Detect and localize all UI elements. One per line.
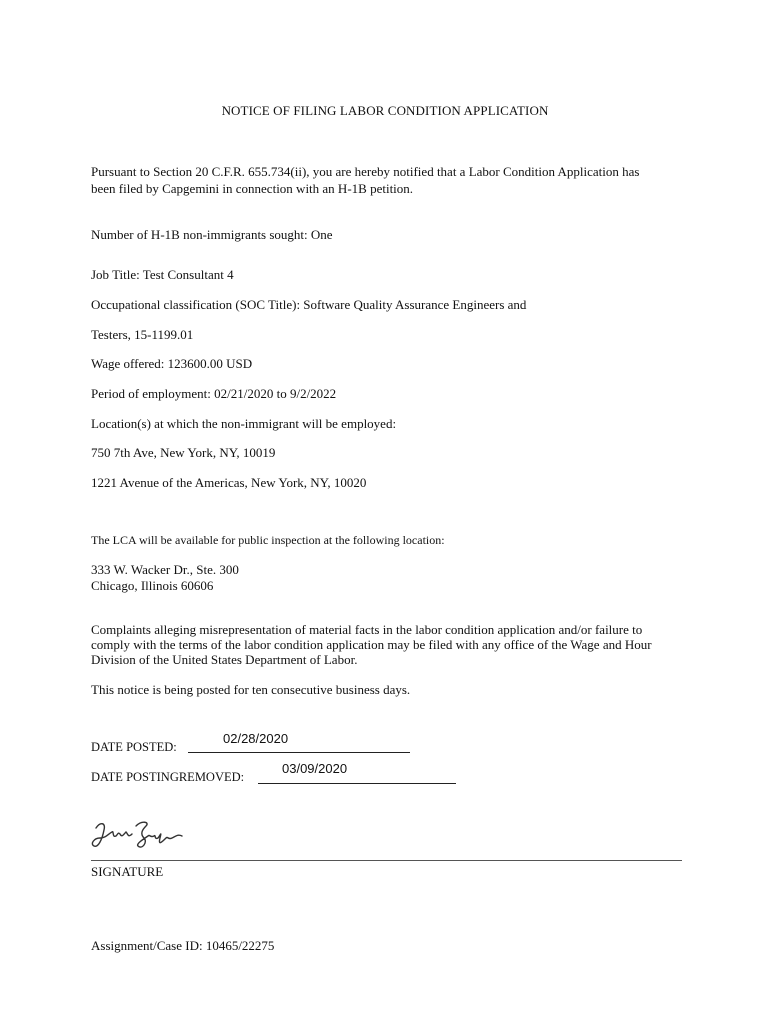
date-removed-label: DATE POSTINGREMOVED: — [91, 770, 245, 784]
signature-line — [91, 860, 682, 861]
period-of-employment: Period of employment: 02/21/2020 to 9/2/2022 — [91, 386, 337, 401]
locations-label: Location(s) at which the non-immigrant will be employed: — [91, 416, 397, 431]
inspection-address-2: Chicago, Illinois 60606 — [91, 578, 214, 593]
signature-label: SIGNATURE — [91, 864, 164, 879]
date-posted-value: 02/28/2020 — [223, 731, 289, 746]
posted-notice: This notice is being posted for ten consecutive business days. — [91, 682, 411, 697]
lca-availability: The LCA will be available for public inspection at the following location: — [91, 533, 445, 547]
inspection-address-1: 333 W. Wacker Dr., Ste. 300 — [91, 562, 239, 577]
wage-offered: Wage offered: 123600.00 USD — [91, 356, 253, 371]
occupation-line-1: Occupational classification (SOC Title): Software Quality Assurance Engineers and — [91, 297, 527, 312]
intro-line-2: been filed by Capgemini in connection with an H-1B petition. — [91, 181, 414, 196]
complaints-line-1: Complaints alleging misrepresentation of material facts in the labor condition application and/or failure to — [91, 622, 643, 637]
date-posted-underline — [188, 752, 410, 753]
handwritten-signature — [88, 816, 188, 856]
location-2: 1221 Avenue of the Americas, New York, NY, 10020 — [91, 475, 367, 490]
location-1: 750 7th Ave, New York, NY, 10019 — [91, 445, 276, 460]
number-sought: Number of H-1B non-immigrants sought: One — [91, 227, 333, 242]
date-removed-value: 03/09/2020 — [282, 761, 348, 776]
occupation-line-2: Testers, 15-1199.01 — [91, 327, 194, 342]
job-title: Job Title: Test Consultant 4 — [91, 267, 234, 282]
date-posted-label: DATE POSTED: — [91, 740, 177, 754]
complaints-line-3: Division of the United States Department of Labor. — [91, 652, 358, 667]
date-removed-underline — [258, 783, 456, 784]
document-title: NOTICE OF FILING LABOR CONDITION APPLICATION — [221, 103, 549, 118]
complaints-line-2: comply with the terms of the labor condition application may be filed with any office of the Wage and Hour — [91, 637, 652, 652]
case-id: Assignment/Case ID: 10465/22275 — [91, 938, 275, 953]
intro-line-1: Pursuant to Section 20 C.F.R. 655.734(ii), you are hereby notified that a Labor Condition Application has — [91, 164, 640, 179]
